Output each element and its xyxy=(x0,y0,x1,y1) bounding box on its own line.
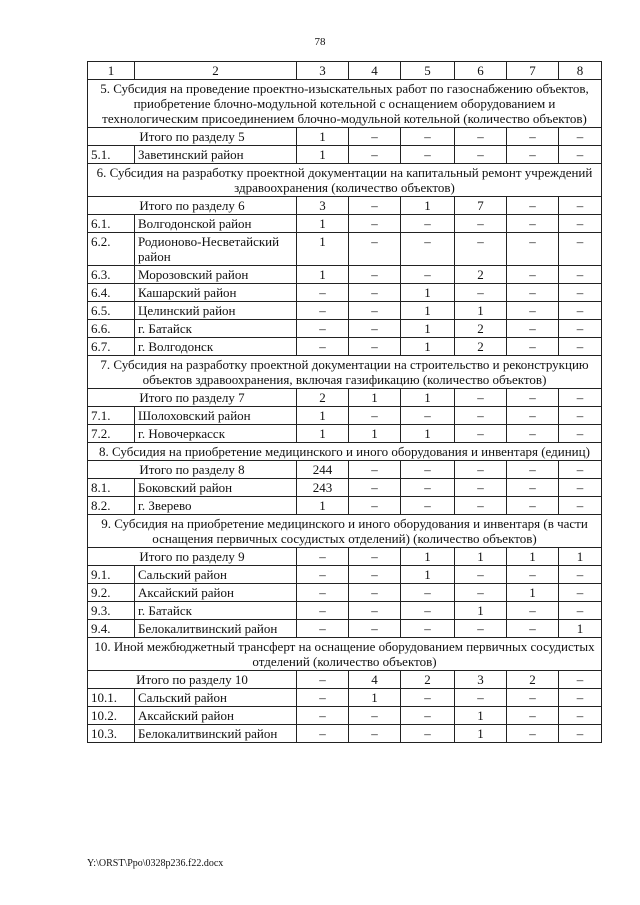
value-cell: – xyxy=(559,215,602,233)
value-cell: 1 xyxy=(349,689,401,707)
allocation-table xyxy=(87,61,602,743)
column-number-row xyxy=(88,62,602,80)
column-number-cell: 7 xyxy=(507,62,559,80)
total-value-cell: – xyxy=(401,461,455,479)
value-cell: 1 xyxy=(455,707,507,725)
value-cell: – xyxy=(349,566,401,584)
value-cell: 1 xyxy=(455,602,507,620)
table-row xyxy=(88,479,602,497)
district-name-cell: Аксайский район xyxy=(135,584,297,602)
section-total-label: Итого по разделу 7 xyxy=(88,389,297,407)
section-total-row xyxy=(88,197,602,215)
section-total-label: Итого по разделу 6 xyxy=(88,197,297,215)
value-cell: – xyxy=(507,320,559,338)
value-cell: – xyxy=(297,320,349,338)
section-total-label: Итого по разделу 10 xyxy=(88,671,297,689)
district-name-cell: Боковский район xyxy=(135,479,297,497)
section-title-row xyxy=(88,638,602,671)
value-cell: – xyxy=(455,284,507,302)
table-row xyxy=(88,284,602,302)
table-row xyxy=(88,302,602,320)
value-cell: – xyxy=(559,725,602,743)
total-value-cell: 7 xyxy=(455,197,507,215)
value-cell: – xyxy=(559,146,602,164)
value-cell: – xyxy=(507,407,559,425)
district-name-cell: Кашарский район xyxy=(135,284,297,302)
section-title-row xyxy=(88,515,602,548)
total-value-cell: – xyxy=(349,197,401,215)
row-number-cell: 6.1. xyxy=(88,215,135,233)
section-title: 8. Субсидия на приобретение медицинского и иного оборудования и инвентаря (единиц) xyxy=(88,443,602,461)
value-cell: – xyxy=(401,407,455,425)
page-number: 78 xyxy=(314,36,326,48)
value-cell: – xyxy=(455,689,507,707)
total-value-cell: – xyxy=(507,197,559,215)
value-cell: 243 xyxy=(297,479,349,497)
total-value-cell: 1 xyxy=(401,389,455,407)
value-cell: – xyxy=(507,725,559,743)
district-name-cell: Волгодонской район xyxy=(135,215,297,233)
value-cell: – xyxy=(507,707,559,725)
value-cell: – xyxy=(507,146,559,164)
value-cell: – xyxy=(401,215,455,233)
district-name-cell: г. Батайск xyxy=(135,320,297,338)
value-cell: 1 xyxy=(297,146,349,164)
section-title-row xyxy=(88,164,602,197)
district-name-cell: г. Волгодонск xyxy=(135,338,297,356)
value-cell: 1 xyxy=(401,284,455,302)
value-cell: 1 xyxy=(349,425,401,443)
value-cell: – xyxy=(349,284,401,302)
value-cell: – xyxy=(455,215,507,233)
table-row xyxy=(88,602,602,620)
section-total-row xyxy=(88,128,602,146)
table-row xyxy=(88,707,602,725)
row-number-cell: 9.3. xyxy=(88,602,135,620)
value-cell: – xyxy=(297,689,349,707)
value-cell: 1 xyxy=(401,320,455,338)
row-number-cell: 6.5. xyxy=(88,302,135,320)
section-title-row xyxy=(88,356,602,389)
table-row xyxy=(88,266,602,284)
value-cell: – xyxy=(297,566,349,584)
section-total-label: Итого по разделу 8 xyxy=(88,461,297,479)
total-value-cell: – xyxy=(349,461,401,479)
district-name-cell: Целинский район xyxy=(135,302,297,320)
value-cell: – xyxy=(401,146,455,164)
value-cell: – xyxy=(559,320,602,338)
table-row xyxy=(88,620,602,638)
value-cell: – xyxy=(349,302,401,320)
total-value-cell: – xyxy=(507,128,559,146)
value-cell: – xyxy=(507,602,559,620)
value-cell: – xyxy=(401,584,455,602)
value-cell: – xyxy=(507,620,559,638)
value-cell: – xyxy=(455,407,507,425)
value-cell: – xyxy=(507,284,559,302)
district-name-cell: Сальский район xyxy=(135,566,297,584)
value-cell: 1 xyxy=(401,338,455,356)
value-cell: – xyxy=(507,215,559,233)
row-number-cell: 10.2. xyxy=(88,707,135,725)
table-row xyxy=(88,725,602,743)
value-cell: – xyxy=(507,497,559,515)
row-number-cell: 6.2. xyxy=(88,233,135,266)
value-cell: 1 xyxy=(559,620,602,638)
value-cell: 1 xyxy=(297,233,349,266)
value-cell: 2 xyxy=(455,266,507,284)
value-cell: 1 xyxy=(297,425,349,443)
value-cell: – xyxy=(401,620,455,638)
section-total-row xyxy=(88,671,602,689)
value-cell: – xyxy=(455,497,507,515)
value-cell: – xyxy=(349,584,401,602)
value-cell: – xyxy=(559,479,602,497)
total-value-cell: – xyxy=(559,128,602,146)
table-row xyxy=(88,233,602,266)
value-cell: – xyxy=(507,689,559,707)
total-value-cell: 4 xyxy=(349,671,401,689)
value-cell: – xyxy=(349,725,401,743)
district-name-cell: Сальский район xyxy=(135,689,297,707)
district-name-cell: Белокалитвинский район xyxy=(135,620,297,638)
value-cell: – xyxy=(297,584,349,602)
value-cell: – xyxy=(559,602,602,620)
total-value-cell: – xyxy=(559,461,602,479)
value-cell: – xyxy=(401,266,455,284)
value-cell: – xyxy=(401,497,455,515)
total-value-cell: – xyxy=(297,671,349,689)
column-number-cell: 4 xyxy=(349,62,401,80)
district-name-cell: Родионово-Несветайский район xyxy=(135,233,297,266)
value-cell: – xyxy=(507,302,559,320)
row-number-cell: 5.1. xyxy=(88,146,135,164)
value-cell: – xyxy=(349,620,401,638)
value-cell: 1 xyxy=(507,584,559,602)
value-cell: – xyxy=(401,689,455,707)
column-number-cell: 6 xyxy=(455,62,507,80)
total-value-cell: – xyxy=(349,548,401,566)
value-cell: – xyxy=(455,566,507,584)
section-title: 9. Субсидия на приобретение медицинского и иного оборудования и инвентаря (в части оснащения первичных сосудистых отделений) (количество объектов) xyxy=(88,515,602,548)
value-cell: – xyxy=(349,497,401,515)
table-row xyxy=(88,566,602,584)
row-number-cell: 7.1. xyxy=(88,407,135,425)
row-number-cell: 9.1. xyxy=(88,566,135,584)
value-cell: 1 xyxy=(455,302,507,320)
value-cell: – xyxy=(349,146,401,164)
section-total-label: Итого по разделу 9 xyxy=(88,548,297,566)
table-row xyxy=(88,497,602,515)
total-value-cell: 1 xyxy=(401,548,455,566)
total-value-cell: 1 xyxy=(297,128,349,146)
section-total-row xyxy=(88,461,602,479)
value-cell: 2 xyxy=(455,320,507,338)
value-cell: – xyxy=(455,584,507,602)
table-row xyxy=(88,407,602,425)
row-number-cell: 7.2. xyxy=(88,425,135,443)
value-cell: – xyxy=(559,284,602,302)
table-row xyxy=(88,425,602,443)
value-cell: – xyxy=(507,566,559,584)
total-value-cell: – xyxy=(559,671,602,689)
table-row xyxy=(88,689,602,707)
section-total-row xyxy=(88,548,602,566)
column-number-cell: 8 xyxy=(559,62,602,80)
section-title-row xyxy=(88,443,602,461)
row-number-cell: 6.4. xyxy=(88,284,135,302)
value-cell: – xyxy=(507,479,559,497)
total-value-cell: – xyxy=(507,461,559,479)
value-cell: – xyxy=(507,425,559,443)
value-cell: – xyxy=(559,566,602,584)
district-name-cell: Аксайский район xyxy=(135,707,297,725)
column-number-cell: 1 xyxy=(88,62,135,80)
row-number-cell: 6.6. xyxy=(88,320,135,338)
district-name-cell: Морозовский район xyxy=(135,266,297,284)
value-cell: 1 xyxy=(297,266,349,284)
value-cell: 2 xyxy=(455,338,507,356)
value-cell: – xyxy=(349,407,401,425)
value-cell: 1 xyxy=(401,425,455,443)
value-cell: – xyxy=(559,707,602,725)
file-path-footer: Y:\ORST\Ppo\0328p236.f22.docx xyxy=(87,858,224,869)
row-number-cell: 8.1. xyxy=(88,479,135,497)
section-title: 5. Субсидия на проведение проектно-изыскательных работ по газоснабжению объектов, приобретение блочно-модульной котельной с оснащением оборудованием и технологическим присоединением блочно-модульной котельной (количество объектов) xyxy=(88,80,602,128)
value-cell: – xyxy=(507,266,559,284)
value-cell: – xyxy=(401,725,455,743)
total-value-cell: 3 xyxy=(455,671,507,689)
value-cell: – xyxy=(401,233,455,266)
value-cell: – xyxy=(455,620,507,638)
value-cell: – xyxy=(297,602,349,620)
value-cell: – xyxy=(349,233,401,266)
value-cell: – xyxy=(559,689,602,707)
district-name-cell: г. Батайск xyxy=(135,602,297,620)
row-number-cell: 10.1. xyxy=(88,689,135,707)
row-number-cell: 9.4. xyxy=(88,620,135,638)
value-cell: – xyxy=(455,425,507,443)
column-number-cell: 2 xyxy=(135,62,297,80)
row-number-cell: 6.7. xyxy=(88,338,135,356)
table-body xyxy=(88,62,602,743)
table-row xyxy=(88,320,602,338)
row-number-cell: 10.3. xyxy=(88,725,135,743)
value-cell: – xyxy=(507,338,559,356)
column-number-cell: 3 xyxy=(297,62,349,80)
district-name-cell: Белокалитвинский район xyxy=(135,725,297,743)
value-cell: – xyxy=(559,584,602,602)
value-cell: – xyxy=(401,479,455,497)
value-cell: – xyxy=(559,266,602,284)
row-number-cell: 8.2. xyxy=(88,497,135,515)
section-title: 6. Субсидия на разработку проектной документации на капитальный ремонт учреждений здравоохранения (количество объектов) xyxy=(88,164,602,197)
total-value-cell: – xyxy=(455,389,507,407)
district-name-cell: Шолоховский район xyxy=(135,407,297,425)
value-cell: – xyxy=(559,338,602,356)
total-value-cell: – xyxy=(507,389,559,407)
value-cell: 1 xyxy=(297,497,349,515)
value-cell: – xyxy=(559,425,602,443)
total-value-cell: 1 xyxy=(401,197,455,215)
value-cell: – xyxy=(401,602,455,620)
total-value-cell: – xyxy=(455,128,507,146)
value-cell: – xyxy=(297,284,349,302)
total-value-cell: – xyxy=(455,461,507,479)
value-cell: – xyxy=(297,338,349,356)
total-value-cell: – xyxy=(297,548,349,566)
value-cell: – xyxy=(297,725,349,743)
total-value-cell: 1 xyxy=(559,548,602,566)
table-row xyxy=(88,146,602,164)
value-cell: – xyxy=(349,320,401,338)
value-cell: – xyxy=(507,233,559,266)
value-cell: – xyxy=(455,479,507,497)
district-name-cell: г. Новочеркасск xyxy=(135,425,297,443)
section-title: 10. Иной межбюджетный трансферт на оснащение оборудованием первичных сосудистых отделений (количество объектов) xyxy=(88,638,602,671)
value-cell: 1 xyxy=(401,302,455,320)
table-row xyxy=(88,215,602,233)
section-title-row xyxy=(88,80,602,128)
total-value-cell: – xyxy=(559,389,602,407)
total-value-cell: 2 xyxy=(507,671,559,689)
value-cell: – xyxy=(559,497,602,515)
row-number-cell: 9.2. xyxy=(88,584,135,602)
value-cell: – xyxy=(455,233,507,266)
total-value-cell: 244 xyxy=(297,461,349,479)
value-cell: 1 xyxy=(297,215,349,233)
table-row xyxy=(88,584,602,602)
total-value-cell: 1 xyxy=(349,389,401,407)
section-total-row xyxy=(88,389,602,407)
value-cell: – xyxy=(297,302,349,320)
section-total-label: Итого по разделу 5 xyxy=(88,128,297,146)
total-value-cell: 2 xyxy=(297,389,349,407)
section-title: 7. Субсидия на разработку проектной документации на строительство и реконструкцию объектов здравоохранения, включая газификацию (количество объектов) xyxy=(88,356,602,389)
total-value-cell: – xyxy=(559,197,602,215)
value-cell: – xyxy=(297,707,349,725)
value-cell: – xyxy=(349,602,401,620)
total-value-cell: 3 xyxy=(297,197,349,215)
value-cell: – xyxy=(297,620,349,638)
value-cell: – xyxy=(559,407,602,425)
district-name-cell: Заветинский район xyxy=(135,146,297,164)
value-cell: – xyxy=(349,479,401,497)
value-cell: – xyxy=(349,707,401,725)
value-cell: – xyxy=(559,233,602,266)
row-number-cell: 6.3. xyxy=(88,266,135,284)
table-row xyxy=(88,338,602,356)
value-cell: 1 xyxy=(401,566,455,584)
column-number-cell: 5 xyxy=(401,62,455,80)
value-cell: – xyxy=(349,266,401,284)
value-cell: 1 xyxy=(297,407,349,425)
total-value-cell: – xyxy=(349,128,401,146)
total-value-cell: 1 xyxy=(507,548,559,566)
district-name-cell: г. Зверево xyxy=(135,497,297,515)
value-cell: – xyxy=(559,302,602,320)
total-value-cell: 2 xyxy=(401,671,455,689)
value-cell: – xyxy=(349,215,401,233)
value-cell: 1 xyxy=(455,725,507,743)
value-cell: – xyxy=(401,707,455,725)
value-cell: – xyxy=(349,338,401,356)
total-value-cell: – xyxy=(401,128,455,146)
value-cell: – xyxy=(455,146,507,164)
total-value-cell: 1 xyxy=(455,548,507,566)
